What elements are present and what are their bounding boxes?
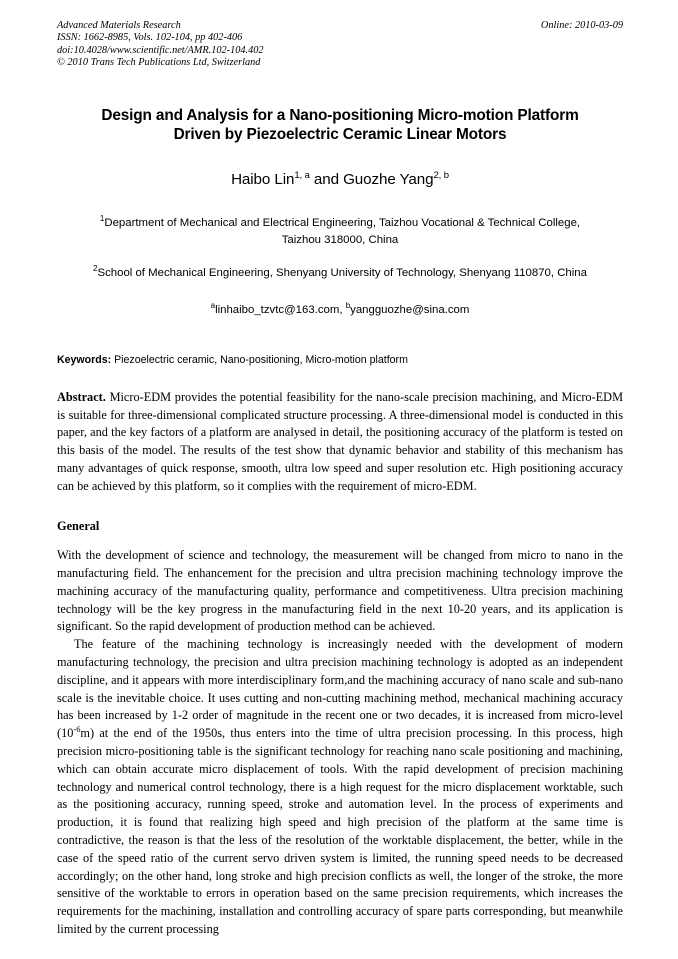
section-general-paragraph-2-part-1: The feature of the machining technology is increasingly needed with the development of modern manufacturing technology, the precision and ultra precision machining technology is adopted as an independent discipline, and it appears with more interdisciplinary form,and the machining accuracy of nano scale and sub-nano scale is the inevitable choice. It uses cutting and non-cutting machining method, mechanical machining accuracy has been increased by 1-2 order of magnitude in the recent one or two decades, it is increased from micro-level (10 <box>57 637 623 741</box>
keywords-value: Piezoelectric ceramic, Nano-positioning, Micro-motion platform <box>111 354 408 367</box>
author-2-affiliation-marker: 2, b <box>433 169 449 181</box>
email-a-marker: a <box>210 300 216 310</box>
paper-title <box>57 106 623 145</box>
author-list <box>57 170 623 188</box>
affiliation-1 <box>57 210 623 250</box>
journal-header <box>57 20 623 70</box>
paper-title-line-2: Driven by Piezoelectric Ceramic Linear Motors <box>173 126 507 144</box>
affiliation-1-line-1: Department of Mechanical and Electrical Engineering, Taizhou Vocational & Technical College, <box>104 216 581 229</box>
author-1-affiliation-marker: 1, a <box>294 169 310 181</box>
keywords-label: Keywords: <box>57 354 112 367</box>
journal-copyright: © 2010 Trans Tech Publications Ltd, Switzerland <box>57 57 261 69</box>
keywords-line <box>57 353 623 367</box>
affiliation-2-line-1: School of Mechanical Engineering, Shenyang University of Technology, Shenyang 110870, China <box>97 267 587 280</box>
affiliation-2-marker: 2 <box>93 264 98 274</box>
author-emails <box>57 297 623 319</box>
exponent-superscript: -6 <box>73 725 81 735</box>
journal-name: Advanced Materials Research <box>57 20 181 31</box>
journal-doi: doi:10.4028/www.scientific.net/AMR.102-104.402 <box>57 44 264 56</box>
section-general-paragraph-2 <box>57 636 623 939</box>
journal-issn: ISSN: 1662-8985, Vols. 102-104, pp 402-406 <box>57 32 243 44</box>
author-conjunction: and <box>309 170 344 188</box>
author-2-name: Guozhe Yang <box>343 170 434 188</box>
section-general-paragraph-2-part-2: m) at the end of the 1950s, thus enters into the time of ultra precision processing. In this process, high precision micro-positioning table is the significant technology for reaching nano scale positioning and machining, which can obtain accurate micro displacement of tools. With the rapid development of precision machining technology and numerical control technology, there is a high request for the micro displacement worktable, such as the positioning accuracy, running speed, stroke and automation level. In the process of experiments and production, it is found that realizing high speed and high precision of the platform at the same time is contradictive, the reason is that the less of the resolution of the worktable displacement, the better, while in the case of the speed ratio of the current servo driven system is limited, the running speed needs to be decreased accordingly; on the other hand, long stroke and high precision conflicts as well, the longer of the stroke, the more sensitive of the worktable to errors in operation based on the same precision requirements, which increases the requirements for the machining, installation and controlling accuracy of spare parts corresponding, but meanwhile limited by the current processing <box>57 726 623 937</box>
online-date: Online: 2010-03-09 <box>540 20 623 31</box>
email-b: yangguozhe@sina.com <box>350 303 470 316</box>
affiliation-1-marker: 1 <box>99 213 105 223</box>
section-general-paragraph-1: With the development of science and technology, the measurement will be changed from micro to nano in the manufacturing field. The enhancement for the precision and ultra precision machining technology improve the machining accuracy of the manufacturing quality, performance and competitiveness. Ultra precision machining technology will be the key progress in the manufacturing field in the next 10-20 years, and its application is significant. So the rapid development of production method can be achieved. <box>57 548 623 634</box>
abstract-label: Abstract. <box>57 390 106 405</box>
affiliation-list <box>57 210 623 319</box>
page-content <box>57 20 623 939</box>
email-a: linhaibo_tzvtc@163.com, <box>215 303 346 316</box>
affiliation-2 <box>57 260 623 282</box>
affiliation-1-line-2: Taizhou 318000, China <box>281 233 399 246</box>
paper-title-line-1: Design and Analysis for a Nano-positioning Micro-motion Platform <box>101 106 579 124</box>
author-1-name: Haibo Lin <box>231 170 295 188</box>
email-b-marker: b <box>345 300 351 310</box>
section-heading-general: General <box>57 519 100 534</box>
abstract-paragraph <box>57 389 623 495</box>
abstract-text: Micro-EDM provides the potential feasibility for the nano-scale precision machining, and Micro-EDM is suitable for three-dimensional complicated structure processing. A three-dimensional model is conducted in this paper, and the key factors of a platform are analysed in detail, the positioning accuracy of the platform is tested on this basis of the model. The results of the test show that dynamic behavior and stability of this mechanism has many advantages of quick response, smooth, ultra low speed and super resolution etc. High positioning accuracy can be achieved by this platform, so it complies with the requirement of micro-EDM. <box>57 390 623 493</box>
